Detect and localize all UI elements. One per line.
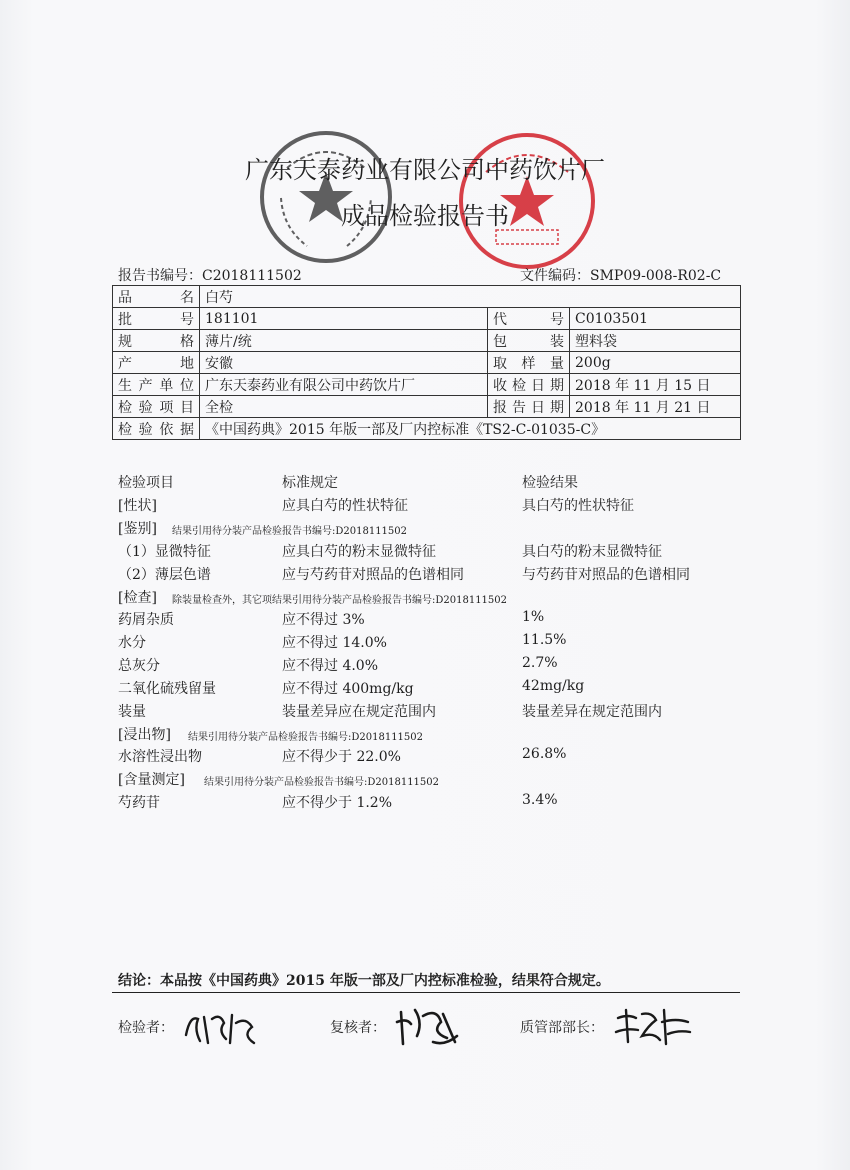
receive-date-label: 收检日期 xyxy=(488,374,570,396)
row-so2-standard: 应不得过 400mg/kg xyxy=(282,681,414,697)
maker-label: 生产单位 xyxy=(113,374,200,396)
row-microscopy-result: 具白芍的粉末显微特征 xyxy=(522,544,662,560)
receive-date: 2018 年 11 月 15 日 xyxy=(570,374,741,396)
reviewer-label: 复核者： xyxy=(330,1020,386,1036)
section-assay-note: 结果引用待分装产品检验报告书编号:D2018111502 xyxy=(204,777,440,788)
test-item-label: 检验项目 xyxy=(113,396,200,418)
row-impurity-standard: 应不得过 3% xyxy=(282,612,365,628)
row-tlc-item: （2）薄层色谱 xyxy=(118,567,211,583)
col-item-header: 检验项目 xyxy=(118,475,174,491)
file-number: 文件编码：SMP09-008-R02-C xyxy=(520,268,722,284)
section-extract-note: 结果引用待分装产品检验报告书编号:D2018111502 xyxy=(188,732,424,743)
product-info-table xyxy=(112,285,741,440)
section-extract: [浸出物] xyxy=(118,727,171,743)
row-paeoniflorin-standard: 应不得少于 1.2% xyxy=(282,795,393,811)
row-extract-result: 26.8% xyxy=(522,746,567,762)
report-title: 成品检验报告书 xyxy=(341,202,509,230)
row-extract-standard: 应不得少于 22.0% xyxy=(282,749,401,765)
conclusion: 结论：本品按《中国药典》2015 年版一部及厂内控标准检验，结果符合规定。 xyxy=(118,973,610,989)
company-title: 广东天泰药业有限公司中药饮片厂 xyxy=(245,156,605,184)
row-so2-result: 42mg/kg xyxy=(522,678,585,694)
conclusion-divider xyxy=(112,992,740,993)
origin-value: 安徽 xyxy=(200,352,488,374)
row-character-standard: 应具白芍的性状特征 xyxy=(282,498,408,514)
row-impurity-result: 1% xyxy=(522,609,545,625)
code-label: 代 号 xyxy=(488,308,570,330)
row-ash-result: 2.7% xyxy=(522,655,558,671)
basis-value: 《中国药典》2015 年版一部及厂内控标准《TS2-C-01035-C》 xyxy=(200,418,741,440)
batch-label: 批 号 xyxy=(113,308,200,330)
row-paeoniflorin-item: 芍药苷 xyxy=(118,795,160,811)
section-identification: [鉴别] xyxy=(118,521,157,537)
row-fill-result: 装量差异在规定范围内 xyxy=(522,704,662,720)
row-fill-item: 装量 xyxy=(118,704,146,720)
batch-number: 181101 xyxy=(200,308,488,330)
sample-value: 200g xyxy=(570,352,741,374)
row-so2-item: 二氧化硫残留量 xyxy=(118,681,216,697)
section-identification-note: 结果引用待分装产品检验报告书编号:D2018111502 xyxy=(172,526,408,537)
row-microscopy-item: （1）显微特征 xyxy=(118,544,211,560)
report-number: 报告书编号：C2018111502 xyxy=(118,268,302,284)
spec-value: 薄片/统 xyxy=(200,330,488,352)
row-character-result: 具白芍的性状特征 xyxy=(522,498,634,514)
pack-label: 包 装 xyxy=(488,330,570,352)
pack-value: 塑料袋 xyxy=(570,330,741,352)
spec-label: 规 格 xyxy=(113,330,200,352)
row-character-item: [性状] xyxy=(118,498,157,514)
col-result-header: 检验结果 xyxy=(522,475,578,491)
row-extract-item: 水溶性浸出物 xyxy=(118,749,202,765)
row-tlc-result: 与芍药苷对照品的色谱相同 xyxy=(522,567,690,583)
section-inspection-note: 除装量检查外，其它项结果引用待分装产品检验报告书编号:D2018111502 xyxy=(172,595,508,606)
qa-head-signature xyxy=(612,1002,694,1054)
inspector-signature xyxy=(180,1005,260,1053)
basis-label: 检验依据 xyxy=(113,418,200,440)
section-inspection: [检查] xyxy=(118,590,157,606)
row-paeoniflorin-result: 3.4% xyxy=(522,792,558,808)
test-item-value: 全检 xyxy=(200,396,488,418)
row-fill-standard: 装量差异应在规定范围内 xyxy=(282,704,436,720)
report-date-label: 报告日期 xyxy=(488,396,570,418)
col-standard-header: 标准规定 xyxy=(282,475,338,491)
maker-value: 广东天泰药业有限公司中药饮片厂 xyxy=(200,374,488,396)
row-microscopy-standard: 应具白芍的粉末显微特征 xyxy=(282,544,436,560)
section-assay: [含量测定] xyxy=(118,772,185,788)
report-date: 2018 年 11 月 21 日 xyxy=(570,396,741,418)
row-ash-standard: 应不得过 4.0% xyxy=(282,658,379,674)
row-moisture-result: 11.5% xyxy=(522,632,567,648)
product-name: 白芍 xyxy=(200,286,741,308)
row-moisture-standard: 应不得过 14.0% xyxy=(282,635,387,651)
origin-label: 产 地 xyxy=(113,352,200,374)
reviewer-signature xyxy=(393,1002,465,1054)
row-ash-item: 总灰分 xyxy=(118,658,160,674)
row-tlc-standard: 应与芍药苷对照品的色谱相同 xyxy=(282,567,464,583)
row-moisture-item: 水分 xyxy=(118,635,146,651)
sample-label: 取 样 量 xyxy=(488,352,570,374)
row-impurity-item: 药屑杂质 xyxy=(118,612,174,628)
qa-head-label: 质管部部长： xyxy=(520,1020,604,1036)
inspector-label: 检验者： xyxy=(118,1020,174,1036)
name-label: 品 名 xyxy=(113,286,200,308)
product-code: C0103501 xyxy=(570,308,741,330)
